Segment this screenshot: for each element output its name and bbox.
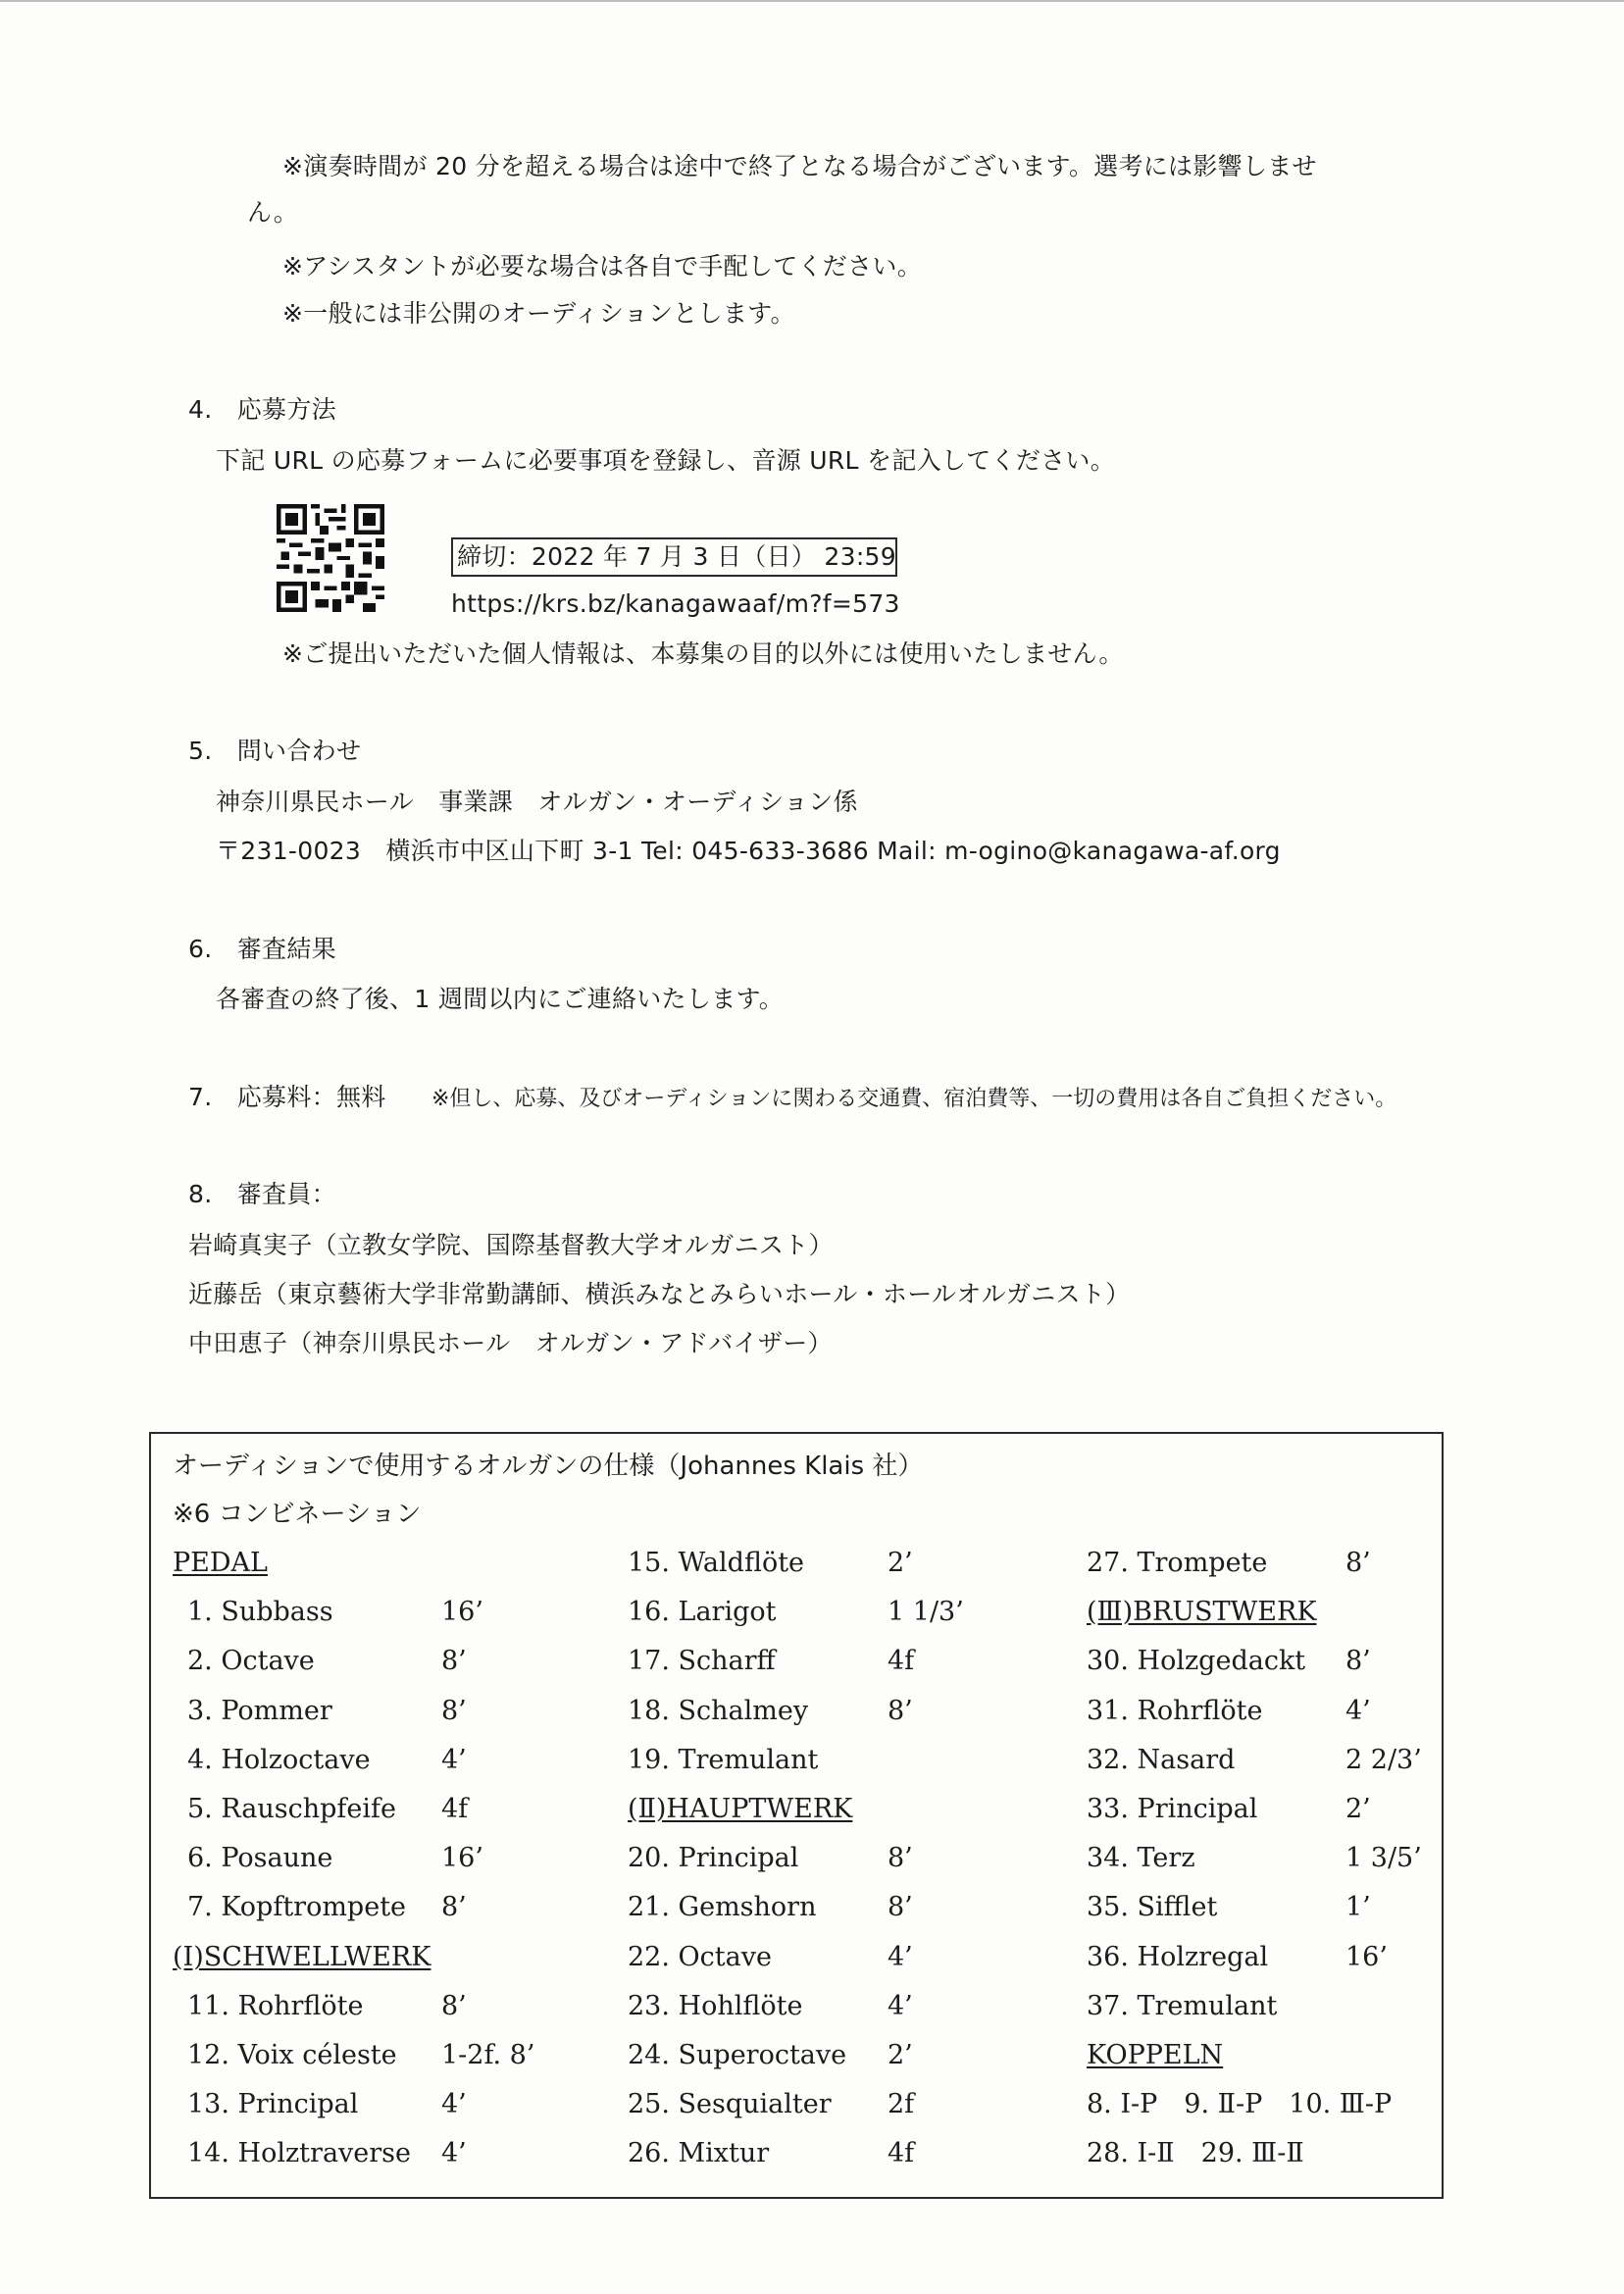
stop-pitch: 1 3/5’ (1345, 1843, 1422, 1873)
stop-pitch: 4’ (1345, 1696, 1371, 1726)
stop-name: 7. Kopftrompete (187, 1892, 407, 1922)
stop-name: 15. Waldflöte (628, 1548, 805, 1578)
division-heading: (Ⅰ)SCHWELLWERK (173, 1942, 431, 1972)
stop-name: 32. Nasard (1087, 1745, 1236, 1775)
stop-pitch: 2 2/3’ (1345, 1745, 1422, 1775)
stop-name: 34. Terz (1087, 1843, 1195, 1873)
stop-pitch: 16’ (441, 1843, 483, 1873)
stop-name: 21. Gemshorn (628, 1892, 817, 1922)
spec-title: オーディションで使用するオルガンの仕様（Johannes Klais 社） (173, 1452, 924, 1481)
stop-pitch: 8’ (441, 1696, 467, 1726)
stop-name: 20. Principal (628, 1843, 799, 1873)
contact-address: 〒231-0023 横浜市中区山下町 3-1 Tel: 045-633-3686 Mail: m-ogino@kanagawa-af.org (216, 837, 1281, 865)
section-8-heading: 8. 審査員： (188, 1180, 336, 1208)
stop-name: 36. Holzregal (1087, 1942, 1269, 1972)
stop-pitch: 4f (441, 1794, 469, 1824)
section-7-heading: 7. 応募料：無料 (188, 1083, 386, 1111)
stop-pitch: 4’ (888, 1942, 913, 1972)
stop-pitch: 2’ (888, 2040, 913, 2070)
section-5-heading: 5. 問い合わせ (188, 737, 362, 765)
division-heading: PEDAL (173, 1548, 268, 1578)
stop-pitch: 4’ (888, 1991, 913, 2021)
qr-code-icon[interactable] (277, 504, 384, 612)
stop-name: 1. Subbass (187, 1597, 333, 1627)
stop-name: 6. Posaune (187, 1843, 333, 1873)
stop-name: 11. Rohrflöte (187, 1991, 364, 2021)
stop-pitch: 8’ (888, 1696, 913, 1726)
stop-name: 13. Principal (187, 2089, 359, 2119)
stop-pitch: 16’ (1345, 1942, 1388, 1972)
stop-pitch: 8’ (441, 1991, 467, 2021)
stop-name: 12. Voix céleste (187, 2040, 397, 2070)
stop-name: 16. Larigot (628, 1597, 777, 1627)
stop-pitch: 8’ (888, 1892, 913, 1922)
stop-pitch: 16’ (441, 1597, 483, 1627)
judge-2: 近藤岳（東京藝術大学非常勤講師、横浜みなとみらいホール・ホールオルガニスト） (188, 1280, 1131, 1308)
stop-name: 31. Rohrflöte (1087, 1696, 1263, 1726)
judge-1: 岩崎真実子（立教女学院、国際基督教大学オルガニスト） (188, 1231, 834, 1259)
stop-pitch: 2’ (1345, 1794, 1371, 1824)
stop-name: 19. Tremulant (628, 1745, 819, 1775)
stop-pitch: 1’ (1345, 1892, 1371, 1922)
stop-name: 37. Tremulant (1087, 1991, 1278, 2021)
division-heading: (Ⅱ)HAUPTWERK (628, 1794, 853, 1824)
stop-pitch: 4f (888, 2138, 915, 2168)
stop-pitch: 2’ (888, 1548, 913, 1578)
division-heading: KOPPELN (1087, 2040, 1224, 2070)
stop-name: 4. Holzoctave (187, 1745, 371, 1775)
stop-name: 24. Superoctave (628, 2040, 847, 2070)
stop-pitch: 4’ (441, 2089, 467, 2119)
stop-name: 35. Sifflet (1087, 1892, 1218, 1922)
note-private-audition: ※一般には非公開のオーディションとします。 (282, 299, 795, 328)
stop-name: 22. Octave (628, 1942, 772, 1972)
stop-name: 27. Trompete (1087, 1548, 1268, 1578)
stop-pitch: 1-2f. 8’ (441, 2040, 535, 2070)
stop-name: 23. Hohlflöte (628, 1991, 803, 2021)
stop-name: 26. Mixtur (628, 2138, 770, 2168)
stop-name: 28. Ⅰ-Ⅱ 29. Ⅲ-Ⅱ (1087, 2138, 1304, 2168)
stop-name: 5. Rauschpfeife (187, 1794, 397, 1824)
section-6-heading: 6. 審査結果 (188, 935, 336, 963)
stop-pitch: 1 1/3’ (888, 1597, 964, 1627)
stop-name: 3. Pommer (187, 1696, 332, 1726)
stop-name: 2. Octave (187, 1646, 315, 1676)
stop-name: 25. Sesquialter (628, 2089, 832, 2119)
application-url-link[interactable]: https://krs.bz/kanagawaaf/m?f=573 (451, 589, 900, 618)
stop-pitch: 8’ (888, 1843, 913, 1873)
section-6-body: 各審査の終了後、1 週間以内にご連絡いたします。 (216, 985, 785, 1013)
stop-pitch: 4’ (441, 1745, 467, 1775)
section-7-note: ※但し、応募、及びオーディションに関わる交通費、宿泊費等、一切の費用は各自ご負担ください。 (431, 1087, 1397, 1111)
note-performance-time: ※演奏時間が 20 分を超える場合は途中で終了となる場合がございます。選考には影響しませ (282, 152, 1317, 180)
page-top-edge (0, 0, 1624, 2)
note-assistant: ※アシスタントが必要な場合は各自で手配してください。 (282, 252, 922, 280)
stop-pitch: 2f (888, 2089, 915, 2119)
stop-name: 33. Principal (1087, 1794, 1258, 1824)
contact-organization: 神奈川県民ホール 事業課 オルガン・オーディション係 (216, 788, 858, 816)
stop-pitch: 8’ (441, 1892, 467, 1922)
deadline-text: 締切：2022 年 7 月 3 日（日） 23:59 (457, 542, 896, 571)
section-4-body: 下記 URL の応募フォームに必要事項を登録し、音源 URL を記入してください。 (216, 446, 1116, 475)
stop-name: 8. Ⅰ-P 9. Ⅱ-P 10. Ⅲ-P (1087, 2089, 1393, 2119)
stop-name: 14. Holztraverse (187, 2138, 412, 2168)
stop-pitch: 8’ (1345, 1646, 1371, 1676)
division-heading: (Ⅲ)BRUSTWERK (1087, 1597, 1317, 1627)
stop-name: 30. Holzgedackt (1087, 1646, 1306, 1676)
section-4-heading: 4. 応募方法 (188, 395, 336, 424)
spec-combination: ※6 コンビネーション (173, 1500, 422, 1529)
note-performance-time-cont: ん。 (247, 198, 299, 227)
stop-pitch: 8’ (1345, 1548, 1371, 1578)
judge-3: 中田恵子（神奈川県民ホール オルガン・アドバイザー） (188, 1329, 833, 1357)
stop-pitch: 8’ (441, 1646, 467, 1676)
privacy-note: ※ご提出いただいた個人情報は、本募集の目的以外には使用いたしません。 (282, 639, 1124, 668)
stop-name: 18. Schalmey (628, 1696, 809, 1726)
stop-pitch: 4’ (441, 2138, 467, 2168)
stop-name: 17. Scharff (628, 1646, 776, 1676)
stop-pitch: 4f (888, 1646, 915, 1676)
